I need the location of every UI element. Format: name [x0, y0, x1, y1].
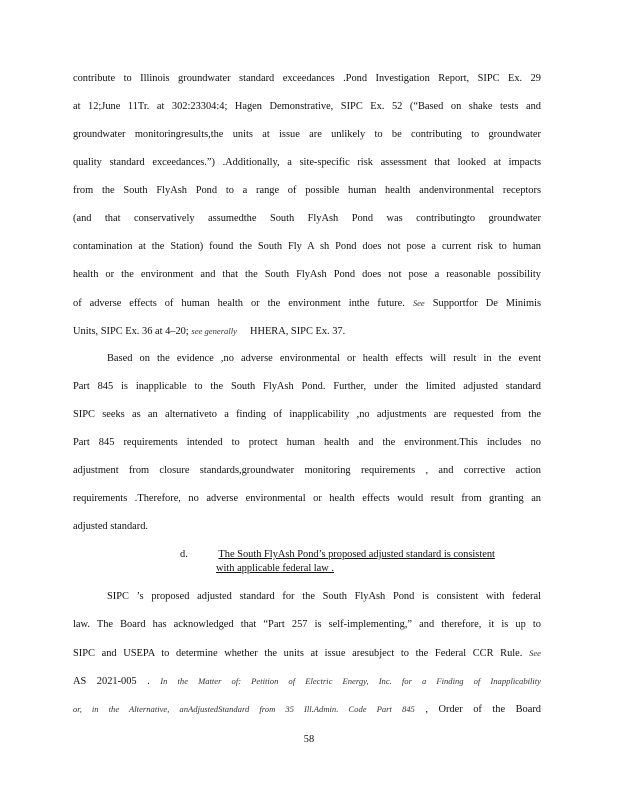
para1-line-9	[73, 296, 541, 311]
see-signal-2: See	[529, 648, 541, 658]
page-number: 58	[303, 734, 315, 745]
section-heading	[180, 548, 495, 562]
para1-line-10-b: HHERA, SIPC Ex. 37.	[249, 326, 346, 337]
para3-line-1: SIPC ’s proposed adjusted standard for the South FlyAsh Pond is consistent with federal	[107, 591, 541, 602]
para1-line-7: contamination at the Station) found the South Fly A sh Pond does not pose a current risk to human	[73, 241, 541, 252]
see-generally-signal: see generally	[191, 326, 237, 336]
para2-line-6: requirements .Therefore, no adverse environmental or health effects would result from granting an	[73, 493, 541, 504]
see-signal: See	[412, 298, 425, 308]
para1-line-6: (and that conservatively assumedthe South FlyAsh Pond was contributingto groundwater	[73, 213, 541, 224]
heading-line-1: The South FlyAsh Pond’s proposed adjusted standard is consistent	[218, 549, 495, 560]
para3-line-3	[73, 646, 541, 661]
heading-line-2: with applicable federal law .	[216, 563, 334, 574]
para1-line-9-text: of adverse effects of human health or the environment inthe future.	[73, 298, 405, 309]
para2-line-3: SIPC seeks as an alternativeto a finding of inapplicability ,no adjustments are requested from the	[73, 409, 541, 420]
case-caption-1: In the Matter of: Petition of Electric Energy, Inc. for a Finding of Inapplicability	[160, 676, 541, 686]
para3-line-4	[73, 674, 541, 689]
para1-line-10-a: Units, SIPC Ex. 36 at 4–20;	[73, 326, 189, 337]
para3-line-3-text: SIPC and USEPA to determine whether the units at issue aresubject to the Federal CCR Rule.	[73, 648, 523, 659]
para3-line-5	[73, 702, 541, 717]
para1-line-8: health or the environment and that the South FlyAsh Pond does not pose a reasonable possibility	[73, 269, 541, 280]
para2-line-5: adjustment from closure standards,groundwater monitoring requirements , and corrective action	[73, 465, 541, 476]
para2-line-2: Part 845 is inapplicable to the South FlyAsh Pond. Further, under the limited adjusted standard	[73, 381, 541, 392]
para1-line-5: from the South FlyAsh Pond to a range of possible human health andenvironmental receptors	[73, 185, 541, 196]
para3-line-2: law. The Board has acknowledged that “Part 257 is self-implementing,” and therefore, it is up to	[73, 619, 541, 630]
para1-line-9-tail: Supportfor De Minimis	[432, 298, 541, 309]
case-caption-2: or, in the Alternative, anAdjustedStandard from 35 Ill.Admin. Code Part 845	[73, 704, 415, 714]
para3-line-5-b: , Order of the Board	[425, 704, 541, 715]
para1-line-1: contribute to Illinois groundwater standard exceedances .Pond Investigation Report, SIPC Ex. 29	[73, 73, 541, 84]
para2-line-7: adjusted standard.	[73, 521, 149, 532]
para1-line-2: at 12;June 11Tr. at 302:23304:4; Hagen Demonstrative, SIPC Ex. 52 (“Based on shake tests and	[73, 101, 541, 112]
para2-line-1: Based on the evidence ,no adverse environmental or health effects will result in the event	[107, 353, 541, 364]
para1-line-3: groundwater monitoringresults,the units at issue are unlikely to be contributing to groundwater	[73, 129, 541, 140]
para2-line-4: Part 845 requirements intended to protect human health and the environment.This includes no	[73, 437, 541, 448]
para3-line-4-a: AS 2021-005 .	[73, 676, 150, 687]
heading-label: d.	[180, 549, 188, 560]
para1-line-4: quality standard exceedances.”) .Additionally, a site-specific risk assessment that looked at impacts	[73, 157, 541, 168]
para1-line-10	[73, 324, 345, 339]
